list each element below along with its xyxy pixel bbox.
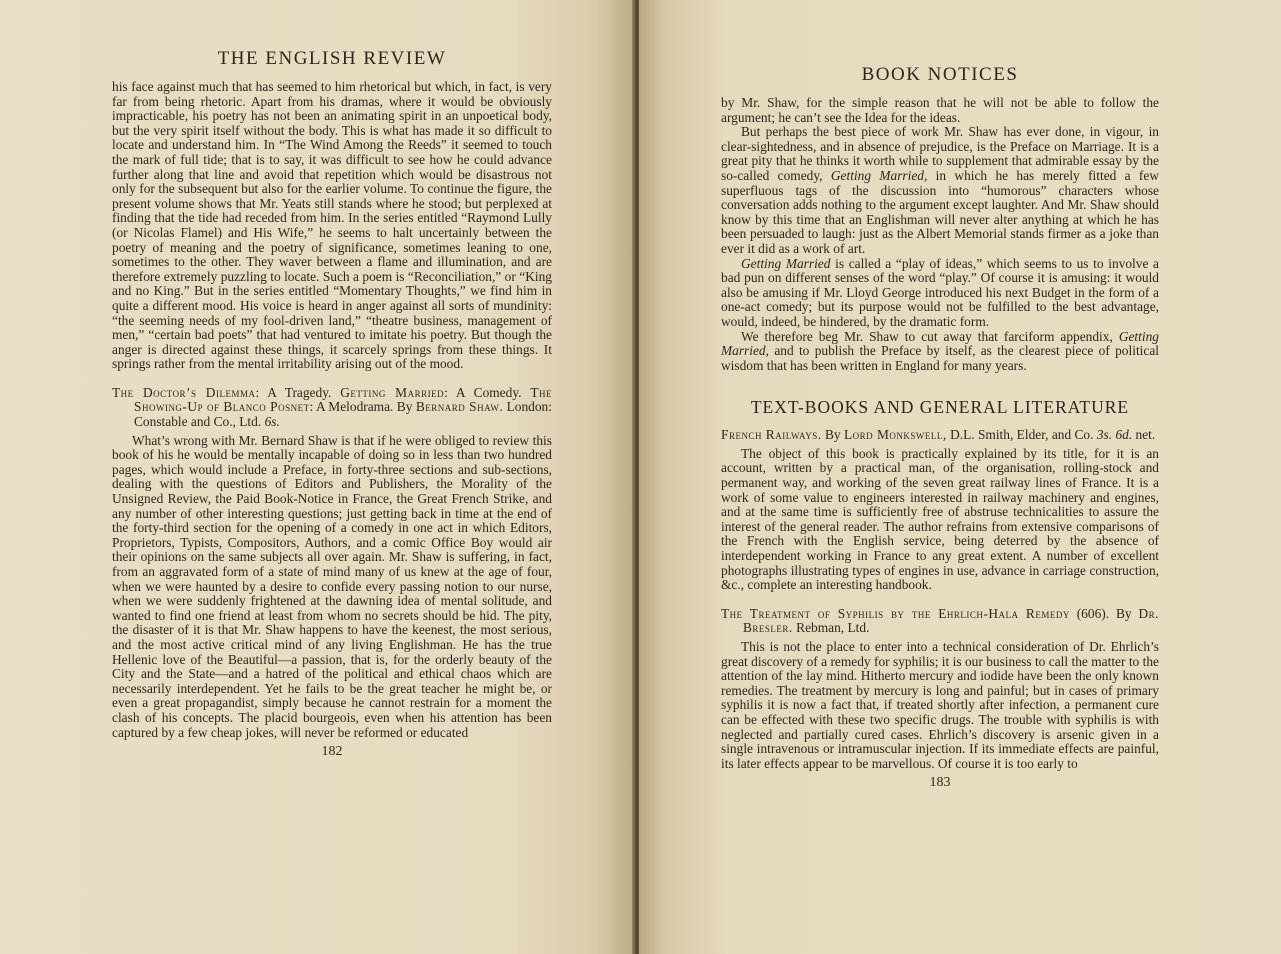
entry-paragraph: The object of this book is practically explained by its title, for it is an account, written by a practical man, of the organisation, rolling-stock and permanent way, and working of the seven great railway lines of France. It is a work of some value to engineers interested in railway machinery and engines, and at the same time is sufficiently free of abstruse technicalities to assure the interest of the general reader. The author refrains from extensive comparisons of the French with the English service, being deterred by the absence of interdependent working in France to any great extent. A number of excellent photographs illustrating types of engines in use, advance in carriage construction, &c., complete an interesting handbook. bbox=[721, 445, 1159, 593]
entry-title: The Doctor’s Dilemma bbox=[112, 384, 256, 400]
italic-title: Getting Married bbox=[741, 255, 831, 271]
section-heading: TEXT-BOOKS AND GENERAL LITERATURE bbox=[750, 397, 1130, 418]
entry-author: Dr. Bresler. bbox=[743, 605, 1159, 636]
paragraph-text: and to publish the Preface by itself, as the clearest piece of political wisdom that has been written in England for many years. bbox=[721, 343, 1159, 373]
entry-price: 6s. bbox=[264, 414, 280, 430]
review-entry-heading bbox=[112, 386, 552, 430]
paragraph-text: We therefore beg Mr. Shaw to cut away that farciform appendix, bbox=[741, 328, 1113, 344]
body-paragraph bbox=[721, 330, 1159, 374]
entry-author: Bernard Shaw. bbox=[415, 399, 504, 415]
continued-paragraph: by Mr. Shaw, for the simple reason that he will not be able to follow the argument; he can’t see the Idea for the ideas. bbox=[721, 95, 1159, 125]
italic-title: Getting Married, bbox=[721, 328, 1159, 359]
entry-by: By bbox=[824, 427, 841, 443]
entry-genre: : A Comedy. bbox=[444, 384, 522, 400]
entry-author: Lord Monkswell, bbox=[843, 427, 947, 443]
running-head-left: THE ENGLISH REVIEW bbox=[217, 48, 447, 69]
entry-genre: : A Tragedy. bbox=[255, 384, 332, 400]
paragraph-text: But perhaps the best piece of work Mr. Shaw has ever done, in vigour, in clear-sightedness, and in absence of prejudice, is the Preface on Marriage. It is a great pity that he thinks it worth while to supplement that admirable essay by the so-called comedy, bbox=[721, 124, 1159, 183]
right-page bbox=[639, 0, 1281, 954]
entry-by: By bbox=[1115, 605, 1132, 621]
review-paragraph: What’s wrong with Mr. Bernard Shaw is that if he were obliged to review this book of his he would be mentally incapable of doing so in less than two hundred pages, which would include a Preface, in forty-three sections and sub-sections, dealing with the questions of Editors and Publishers, the Morality of the Unsigned Review, the Paid Book-Notice in France, the Great French Strike, and any number of other interesting questions; just getting back in time at the end of the forty-third section for the opening of a comedy in one act in which Editors, Proprietors, Typists, Compositors, Authors, and a comic Office Boy would air their opinions on the same subjects all over again. Mr. Shaw is suffering, in fact, from an aggravated form of a state of mind many of us knew at the age of four, when we were haunted by a desire to confide every passing notion to our nurse, when we were suddenly frightened at the dawning idea of mental solitude, and wanted to find one friend at least from whom no secrets should be hid. The pity, the disaster of it is that Mr. Shaw happens to have the keenest, the most serious, and the most active critical mind of any living Englishman. He has the true Hellenic love of the Beautiful—a passion, that is, for the orderly beauty of the City and the State—and a hatred of the political and ethical chaos which are necessarily interdependent. Yet he fails to be the great teacher he might be, or even a great propagandist, simply because he cannot restrain for a moment the clash of his concepts. The placid bourgeois, even when his attention has been captured by a few cheap jokes, will never be reformed or educated bbox=[112, 432, 552, 740]
entry-title: The Treatment of Syphilis by the Ehrlich-Hala Remedy bbox=[721, 605, 1070, 621]
running-head-right: BOOK NOTICES bbox=[861, 64, 1019, 85]
entry-title: French Railways. bbox=[721, 427, 822, 443]
paragraph-text: is called a “play of ideas,” which seems to us to involve a bad pun on different senses of the word “play.” Of course it is amusing: it would also be amusing if Mr. Lloyd George introduced his next Budget in the form of a one-act comedy; but its purpose would not be fulfilled to the best advantage, would, indeed, be hindered, by the dramatic form. bbox=[721, 255, 1159, 329]
entry-number: (606). bbox=[1076, 605, 1110, 621]
body-paragraph bbox=[721, 257, 1159, 330]
left-page bbox=[0, 0, 636, 954]
entry-publisher: D.L. Smith, Elder, and Co. bbox=[950, 427, 1094, 443]
continued-paragraph: his face against much that has seemed to him rhetorical but which, in fact, is very far from being rhetoric. Apart from his dramas, where it would be obviously impracticable, his poetry has not been an animating spirit in an unpoetical body, but the very spirit itself without the body. This is what has made it so difficult to locate and understand him. In “The Wind Among the Reeds” it seemed to touch the mark of full tide; that is to say, it was difficult to see how he could advance further along that line and avoid that repetition which would be disastrous not only for the subsequent but also for the earlier volume. To continue the figure, the present volume shows that Mr. Yeats still stands where he stood; but perplexed at finding that the tide had receded from him. In the series entitled “Raymond Lully (or Nicolas Flamel) and His Wife,” he seems to halt uncertainly between the poetry of meaning and the poetry of significance, sometimes leaning to one, sometimes to the other. They waver between a flame and illumination, and are therefore extremely puzzling to locate. Such a poem is “Reconciliation,” or “King and no King.” But in the series entitled “Momentary Thoughts,” we find him in quite a different mood. His voice is heard in anger against all sorts of mundinity: “the seeming needs of my fool-driven land,” “theatre business, management of men,” “certain bad poets” that had ventured to imitate his poetry. But though the anger is directed against these things, it scarcely springs from these things. It springs rather from the mental irritability arising out of the mood. bbox=[112, 79, 552, 372]
page-number-left: 182 bbox=[321, 744, 343, 760]
body-paragraph bbox=[721, 125, 1159, 256]
entry-paragraph: This is not the place to enter into a technical consideration of Dr. Ehrlich’s great discovery of a remedy for syphilis; it is our business to call the matter to the attention of the lay mind. Hitherto mercury and iodide have been the only known remedies. The treatment by mercury is long and painful; but in cases of primary syphilis it is now a fact that, if treated shortly after infection, a permanent cure can be effected with these two specific drugs. The trouble with syphilis is with neglected and partially cured cases. Ehrlich’s discovery is arsenic given in a single intravenous or intramuscular injection. If its immediate effects are painful, its later effects appear to be marvellous. Of course it is too early to bbox=[721, 639, 1159, 771]
entry-genre: : A Melodrama. bbox=[309, 399, 394, 415]
page-number-right: 183 bbox=[929, 775, 951, 791]
entry-by: By bbox=[396, 399, 413, 415]
entry-publisher: Rebman, Ltd. bbox=[796, 620, 870, 636]
entry-title: The Showing-Up of Blanco Posnet bbox=[134, 384, 553, 415]
paragraph-text: in which he has merely fitted a few superfluous tags of the discussion into “humorous” characters whose conversation adds nothing to the argument except laughter. And Mr. Shaw should know by this time that an Englishman will never alter anything at which he has been persuaded to laugh: just as the Albert Memorial stands firmer as a joke than ever it did as a work of art. bbox=[721, 167, 1159, 256]
entry-title: Getting Married bbox=[340, 384, 445, 400]
book-entry-heading bbox=[721, 428, 1159, 443]
entry-net: net. bbox=[1135, 427, 1156, 443]
entry-price: 3s. 6d. bbox=[1096, 427, 1133, 443]
book-entry-heading bbox=[721, 607, 1159, 636]
italic-title: Getting Married, bbox=[830, 167, 928, 183]
entry-imprint: London: Constable and Co., Ltd. bbox=[134, 399, 552, 430]
